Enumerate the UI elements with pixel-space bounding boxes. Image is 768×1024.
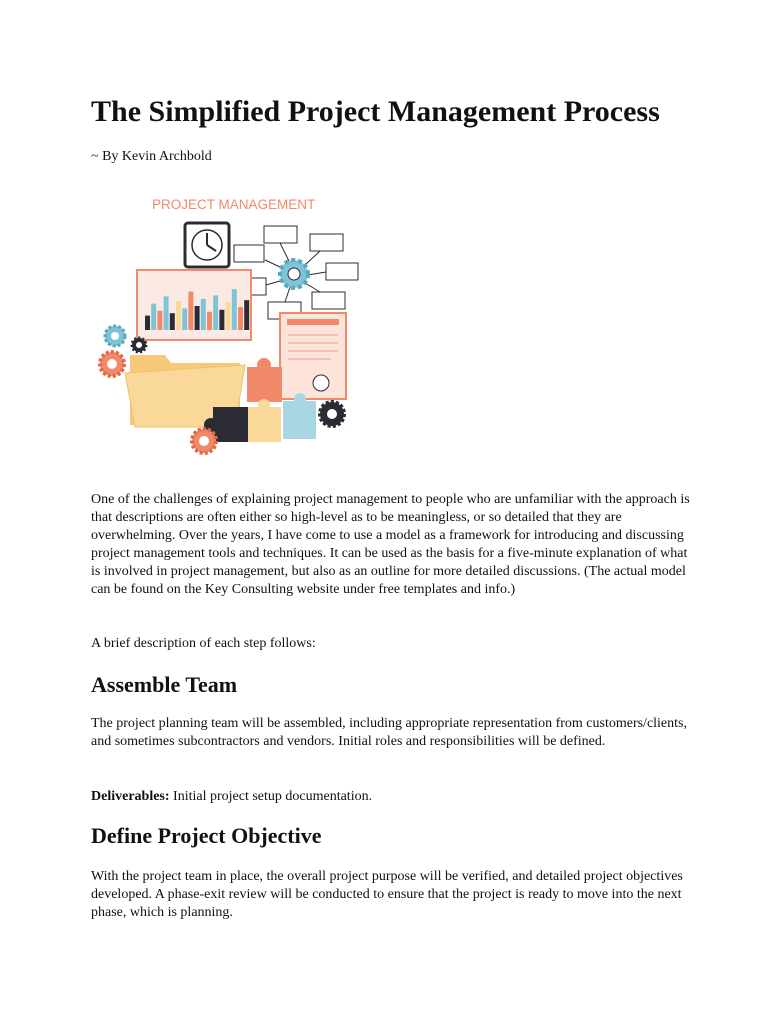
article-byline: ~ By Kevin Archbold: [91, 149, 212, 164]
chart-bar: [164, 296, 169, 330]
gear-icon: [132, 338, 146, 352]
deliverables-label: Deliverables:: [91, 789, 170, 804]
section-heading-define-project-objective: Define Project Objective: [91, 823, 322, 848]
chart-bar: [213, 295, 218, 330]
chart-bar: [157, 311, 162, 330]
illustration-caption: PROJECT MANAGEMENT: [152, 197, 316, 212]
chart-bar: [195, 306, 200, 330]
chart-bar: [182, 308, 187, 330]
gear-icon: [192, 429, 216, 453]
project-management-illustration: [95, 185, 365, 465]
chart-bar: [145, 316, 150, 330]
gear-icon: [100, 352, 124, 376]
gear-icon: [280, 260, 308, 288]
chart-bar: [201, 299, 206, 330]
chart-bar: [170, 313, 175, 330]
chart-bar: [226, 302, 231, 330]
chart-bar: [188, 292, 193, 330]
deliverables-line: [91, 788, 691, 806]
deliverables-text: Initial project setup documentation.: [169, 789, 373, 804]
chart-bar: [207, 312, 212, 330]
section-body-assemble-team: The project planning team will be assembled, including appropriate representation from customers/clients, and sometimes subcontractors and vendors. Initial roles and responsibilities will be defined.: [91, 716, 687, 749]
chart-bar: [244, 300, 249, 330]
section-heading-assemble-team: Assemble Team: [91, 672, 238, 697]
chart-bar: [219, 310, 224, 330]
gear-icon: [320, 402, 344, 426]
chart-bar: [232, 289, 237, 330]
document-icon: [280, 313, 346, 399]
chart-bar: [238, 307, 243, 330]
gear-icon: [105, 326, 125, 346]
article-title: The Simplified Project Management Process: [91, 95, 660, 128]
chart-bar: [151, 304, 156, 330]
intro-paragraph: One of the challenges of explaining project management to people who are unfamiliar with the approach is that descriptions are often either so high-level as to be meaningless, or so detailed that they are overwhelming. Over the years, I have come to use a model as a framework for introducing and discussing project management tools and techniques. It can be used as the basis for a five-minute explanation of what is involved in project management, but also as an outline for more detailed discussions. (The actual model can be found on the Key Consulting website under free templates and info.): [91, 492, 690, 597]
section-body-define-project-objective: With the project team in place, the overall project purpose will be verified, and detailed project objectives developed. A phase-exit review will be conducted to ensure that the project is ready to move into the next phase, which is planning.: [91, 869, 683, 920]
lead-paragraph: A brief description of each step follows:: [91, 636, 316, 651]
chart-bar: [176, 301, 181, 330]
clock-icon: [185, 223, 229, 267]
bar-chart-panel: [137, 270, 251, 340]
